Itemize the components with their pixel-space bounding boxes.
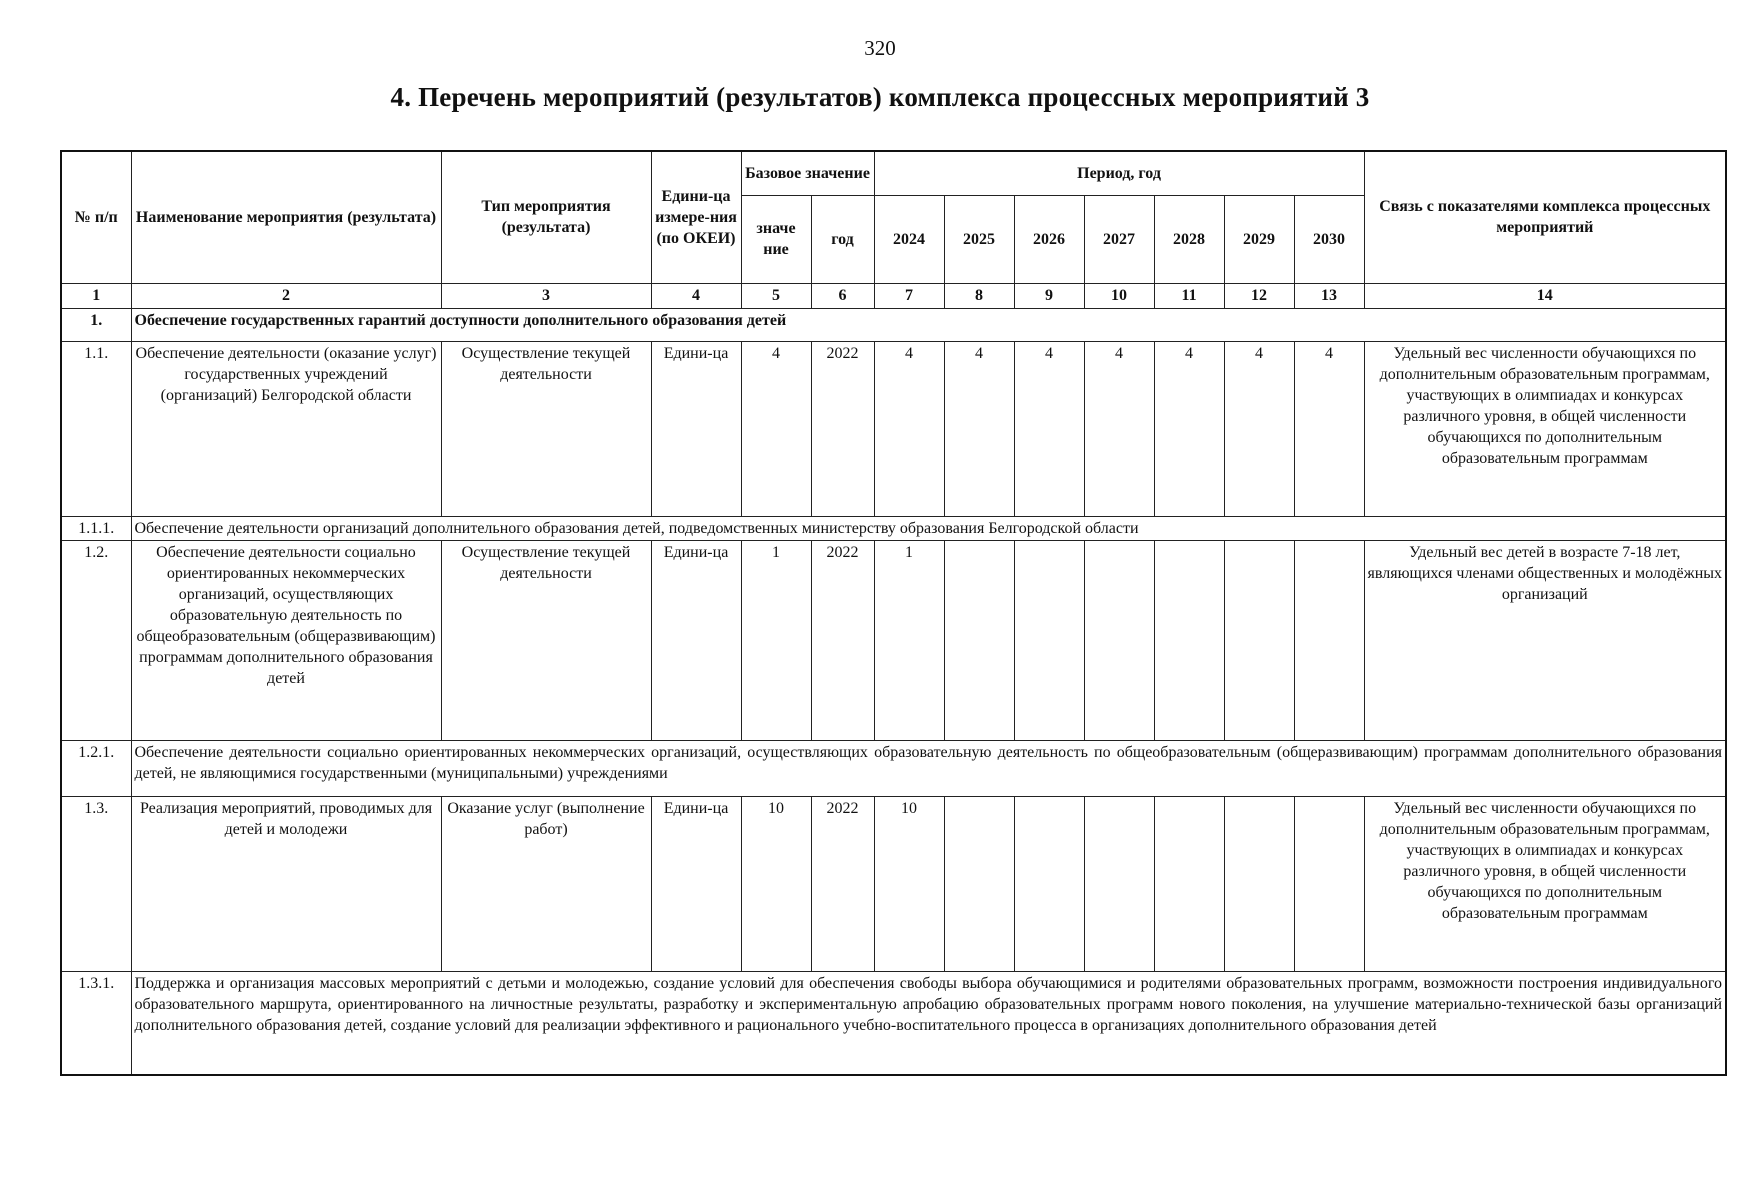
subitem-text: Поддержка и организация массовых мероприятий с детьми и молодежью, создание условий для обеспечения свободы выбора обучающимися и родителями образовательных программ, возможности построения индивидуального образовательного маршрута, ориентированного на личностные результаты, разработку и экспериментальную апробацию образовательных программ нового поколения, на улучшение материально-технической базы организаций дополнительного образования детей, создание условий для реализации эффективного и рационального учебно-воспитательного процесса в организациях дополнительного образования детей	[131, 971, 1726, 1075]
row-year-value	[1014, 540, 1084, 740]
page-number: 320	[864, 36, 896, 60]
subitem-row	[61, 516, 1726, 540]
column-number: 6	[811, 283, 874, 308]
column-number: 7	[874, 283, 944, 308]
row-year-value	[944, 796, 1014, 971]
column-number: 12	[1224, 283, 1294, 308]
row-num: 1.3.	[61, 796, 131, 971]
row-year-value: 4	[874, 341, 944, 516]
column-number: 3	[441, 283, 651, 308]
row-link: Удельный вес численности обучающихся по дополнительным образовательным программам, участвующих в олимпиадах и конкурсах различного уровня, в общей численности обучающихся по дополнительным образовательным программам	[1364, 341, 1726, 516]
row-year-value: 10	[874, 796, 944, 971]
row-name: Обеспечение деятельности (оказание услуг) государственных учреждений (организаций) Белгородской области	[131, 341, 441, 516]
row-unit: Едини-ца	[651, 341, 741, 516]
subitem-num: 1.3.1.	[61, 971, 131, 1075]
row-link: Удельный вес численности обучающихся по дополнительным образовательным программам, участвующих в олимпиадах и конкурсах различного уровня, в общей численности обучающихся по дополнительным образовательным программам	[1364, 796, 1726, 971]
row-year-value	[1084, 796, 1154, 971]
row-year-value: 4	[1014, 341, 1084, 516]
column-number: 13	[1294, 283, 1364, 308]
header-year: 2025	[944, 195, 1014, 283]
section-num: 1.	[61, 308, 131, 341]
header-period: Период, год	[874, 151, 1364, 195]
header-base-year: год	[811, 195, 874, 283]
header-year: 2026	[1014, 195, 1084, 283]
subitem-text: Обеспечение деятельности социально ориентированных некоммерческих организаций, осуществляющих образовательную деятельность по общеобразовательным (общеразвивающим) программам дополнительного образования детей, не являющимися государственными (муниципальными) учреждениями	[131, 740, 1726, 796]
row-year-value	[1084, 540, 1154, 740]
subitem-num: 1.1.1.	[61, 516, 131, 540]
row-base-value: 10	[741, 796, 811, 971]
page-title: 4. Перечень мероприятий (результатов) комплекса процессных мероприятий 3	[390, 82, 1370, 112]
row-year-value: 1	[874, 540, 944, 740]
column-number: 14	[1364, 283, 1726, 308]
header-link: Связь с показателями комплекса процессных мероприятий	[1364, 151, 1726, 283]
row-year-value	[1224, 796, 1294, 971]
column-number: 10	[1084, 283, 1154, 308]
row-num: 1.1.	[61, 341, 131, 516]
row-year-value: 4	[1084, 341, 1154, 516]
row-unit: Едини-ца	[651, 540, 741, 740]
row-year-value	[1294, 540, 1364, 740]
row-type: Осуществление текущей деятельности	[441, 540, 651, 740]
row-num: 1.2.	[61, 540, 131, 740]
subitem-text: Обеспечение деятельности организаций дополнительного образования детей, подведомственных министерству образования Белгородской области	[131, 516, 1726, 540]
column-number-row	[61, 283, 1726, 308]
row-year-value	[1224, 540, 1294, 740]
header-year: 2030	[1294, 195, 1364, 283]
row-year-value	[1014, 796, 1084, 971]
table-row	[61, 796, 1726, 971]
header-type: Тип мероприятия (результата)	[441, 151, 651, 283]
row-unit: Едини-ца	[651, 796, 741, 971]
header-base: Базовое значение	[741, 151, 874, 195]
section-row	[61, 308, 1726, 341]
header-name: Наименование мероприятия (результата)	[131, 151, 441, 283]
row-year-value	[1294, 796, 1364, 971]
column-number: 5	[741, 283, 811, 308]
header-unit: Едини-ца измере-ния (по ОКЕИ)	[651, 151, 741, 283]
measures-table	[60, 150, 1727, 1076]
row-type: Оказание услуг (выполнение работ)	[441, 796, 651, 971]
row-year-value	[1154, 540, 1224, 740]
row-base-year: 2022	[811, 341, 874, 516]
subitem-row	[61, 740, 1726, 796]
row-base-year: 2022	[811, 796, 874, 971]
row-base-value: 1	[741, 540, 811, 740]
row-link: Удельный вес детей в возрасте 7-18 лет, являющихся членами общественных и молодёжных организаций	[1364, 540, 1726, 740]
row-name: Реализация мероприятий, проводимых для детей и молодежи	[131, 796, 441, 971]
row-year-value: 4	[1154, 341, 1224, 516]
column-number: 4	[651, 283, 741, 308]
column-number: 8	[944, 283, 1014, 308]
row-year-value	[1154, 796, 1224, 971]
subitem-row	[61, 971, 1726, 1075]
row-year-value	[944, 540, 1014, 740]
column-number: 1	[61, 283, 131, 308]
column-number: 9	[1014, 283, 1084, 308]
row-year-value: 4	[1224, 341, 1294, 516]
table-row	[61, 341, 1726, 516]
column-number: 2	[131, 283, 441, 308]
row-base-value: 4	[741, 341, 811, 516]
row-year-value: 4	[1294, 341, 1364, 516]
header-year: 2024	[874, 195, 944, 283]
header-year: 2029	[1224, 195, 1294, 283]
row-type: Осуществление текущей деятельности	[441, 341, 651, 516]
row-name: Обеспечение деятельности социально ориентированных некоммерческих организаций, осуществляющих образовательную деятельность по общеобразовательным (общеразвивающим) программам дополнительного образования детей	[131, 540, 441, 740]
row-year-value: 4	[944, 341, 1014, 516]
table-row	[61, 540, 1726, 740]
header-base-value: значе ние	[741, 195, 811, 283]
header-num: № п/п	[61, 151, 131, 283]
row-base-year: 2022	[811, 540, 874, 740]
header-year: 2028	[1154, 195, 1224, 283]
subitem-num: 1.2.1.	[61, 740, 131, 796]
header-year: 2027	[1084, 195, 1154, 283]
section-title: Обеспечение государственных гарантий доступности дополнительного образования детей	[131, 308, 1726, 341]
column-number: 11	[1154, 283, 1224, 308]
